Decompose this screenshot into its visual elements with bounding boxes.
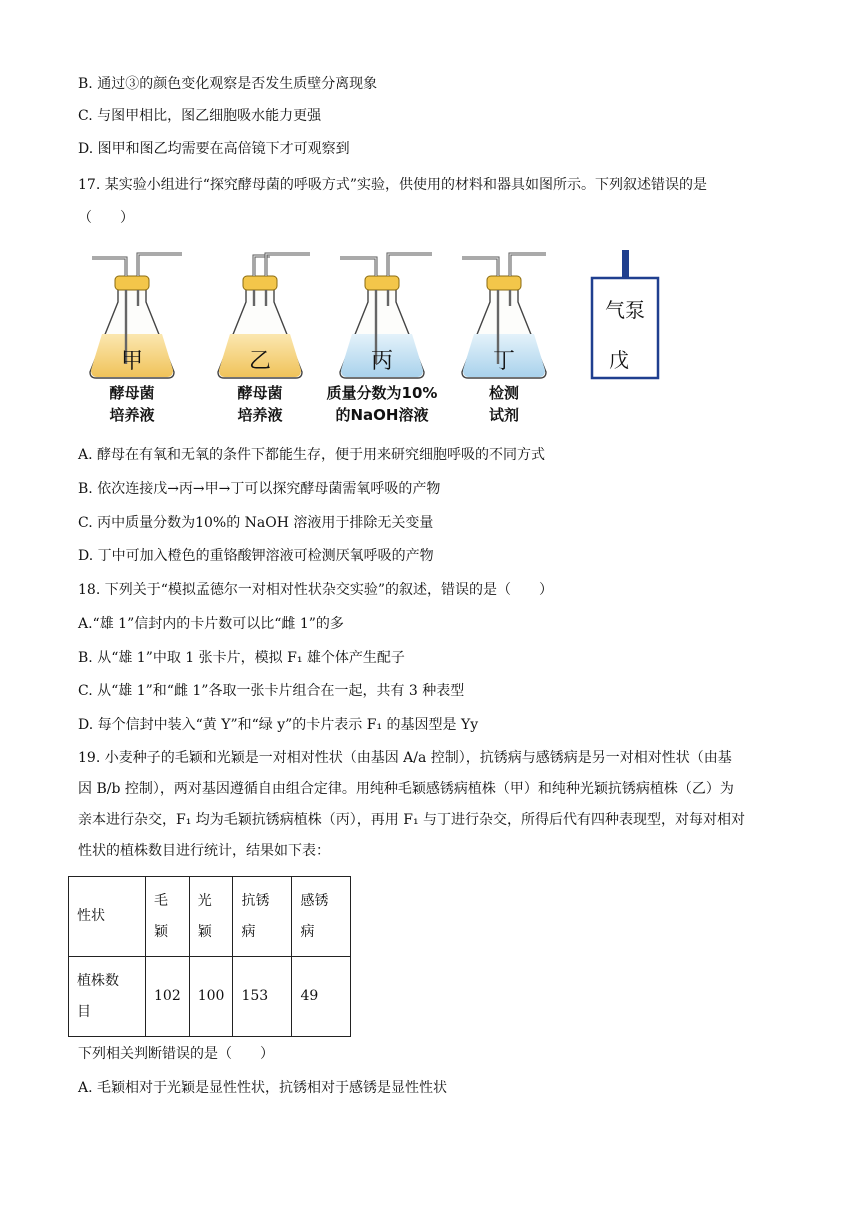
q16-option-d: D. 图甲和图乙均需要在高倍镜下才可观察到 (78, 141, 350, 157)
caption-line1: 质量分数为10% (326, 384, 438, 402)
cell-text: 植株数 (77, 972, 119, 989)
q17-apparatus-figure (82, 244, 672, 434)
caption-line1: 酵母菌 (109, 384, 155, 402)
caption-line1: 检测 (488, 384, 519, 402)
pump-label-line2: 戊 (609, 348, 629, 372)
header-cell-kang-xiu (233, 877, 292, 957)
header-cell-guang-ying (189, 877, 233, 957)
q19-followup: 下列相关判断错误的是（ ） (78, 1046, 274, 1062)
q18-option-a: A.“雄 1”信封内的卡片数可以比“雌 1”的多 (78, 616, 344, 632)
caption-line2: 的NaOH溶液 (335, 406, 429, 424)
table-row (69, 957, 351, 1037)
flask-caption-yi (195, 382, 325, 426)
cell-text: 毛 (154, 892, 168, 909)
table-header-row (69, 877, 351, 957)
flask-caption-ding (439, 382, 569, 426)
caption-line2: 试剂 (488, 406, 519, 424)
flask-caption-bing (317, 382, 447, 426)
cell-text: 病 (241, 923, 256, 940)
q19-stem-line: 性状的植株数目进行统计，结果如下表： (78, 843, 330, 859)
cell-text: 颖 (154, 923, 168, 940)
row-label-cell (69, 957, 146, 1037)
cell-text: 感锈 (300, 892, 329, 909)
cell-text: 颖 (197, 923, 212, 940)
q17-option-d: D. 丁中可加入橙色的重铬酸钾溶液可检测厌氧呼吸的产物 (78, 548, 434, 564)
q16-option-c: C. 与图甲相比，图乙细胞吸水能力更强 (78, 108, 322, 124)
cell-text: 目 (77, 1003, 91, 1020)
q18-option-d: D. 每个信封中装入“黄 Y”和“绿 y”的卡片表示 F₁ 的基因型是 Yy (78, 717, 479, 733)
cell-text: 抗锈 (241, 892, 270, 909)
q17-stem: 17. 某实验小组进行“探究酵母菌的呼吸方式”实验，供使用的材料和器具如图所示。下列叙述错误的是 (78, 177, 708, 193)
q19-stem (78, 743, 782, 867)
caption-line2: 培养液 (109, 406, 155, 424)
q17-option-c: C. 丙中质量分数为10%的 NaOH 溶液用于排除无关变量 (78, 515, 434, 531)
q18-stem: 18. 下列关于“模拟孟德尔一对相对性状杂交实验”的叙述，错误的是（ ） (78, 582, 554, 598)
cell-text: 光 (197, 892, 212, 909)
value-cell: 100 (189, 957, 233, 1037)
cell-text: 病 (300, 923, 315, 940)
flask-mark-ding: 丁 (492, 349, 515, 374)
flask-mark-bing: 丙 (370, 349, 393, 374)
q17-option-a: A. 酵母在有氧和无氧的条件下都能生存，便于用来研究细胞呼吸的不同方式 (78, 447, 546, 463)
flask-mark-jia: 甲 (120, 349, 143, 374)
q19-stem-line: 亲本进行杂交，F₁ 均为毛颖抗锈病植株（丙），再用 F₁ 与丁进行杂交，所得后代有四种表现型，对每对相对 (78, 812, 746, 828)
q19-option-a: A. 毛颖相对于光颖是显性性状，抗锈相对于感锈是显性性状 (78, 1080, 448, 1096)
header-cell-gan-xiu (292, 877, 351, 957)
value-cell: 49 (292, 957, 351, 1037)
q17-option-b: B. 依次连接戊→丙→甲→丁可以探究酵母菌需氧呼吸的产物 (78, 481, 441, 497)
q16-option-b: B. 通过③的颜色变化观察是否发生质壁分离现象 (78, 76, 378, 92)
q19-results-table (68, 876, 351, 1037)
caption-line2: 培养液 (237, 406, 283, 424)
q19-stem-line: 19. 小麦种子的毛颖和光颖是一对相对性状（由基因 A/a 控制），抗锈病与感锈病是另一对相对性状（由基 (78, 750, 732, 766)
flask-mark-yi: 乙 (248, 349, 271, 374)
q19-stem-line: 因 B/b 控制），两对基因遵循自由组合定律。用纯种毛颖感锈病植株（甲）和纯种光颖抗锈病植株（乙）为 (78, 781, 734, 797)
header-cell-mao-ying (146, 877, 190, 957)
q17-stem-blank: （ ） (78, 210, 134, 226)
value-cell: 153 (233, 957, 292, 1037)
caption-line1: 酵母菌 (237, 384, 283, 402)
header-cell-trait (69, 877, 146, 957)
q18-option-c: C. 从“雄 1”和“雌 1”各取一张卡片组合在一起，共有 3 种表型 (78, 683, 465, 699)
value-cell: 102 (146, 957, 190, 1037)
flask-caption-jia (67, 382, 197, 426)
pump-label-line1: 气泵 (605, 298, 645, 322)
q18-option-b: B. 从“雄 1”中取 1 张卡片，模拟 F₁ 雄个体产生配子 (78, 650, 405, 666)
cell-text: 性状 (77, 908, 105, 924)
